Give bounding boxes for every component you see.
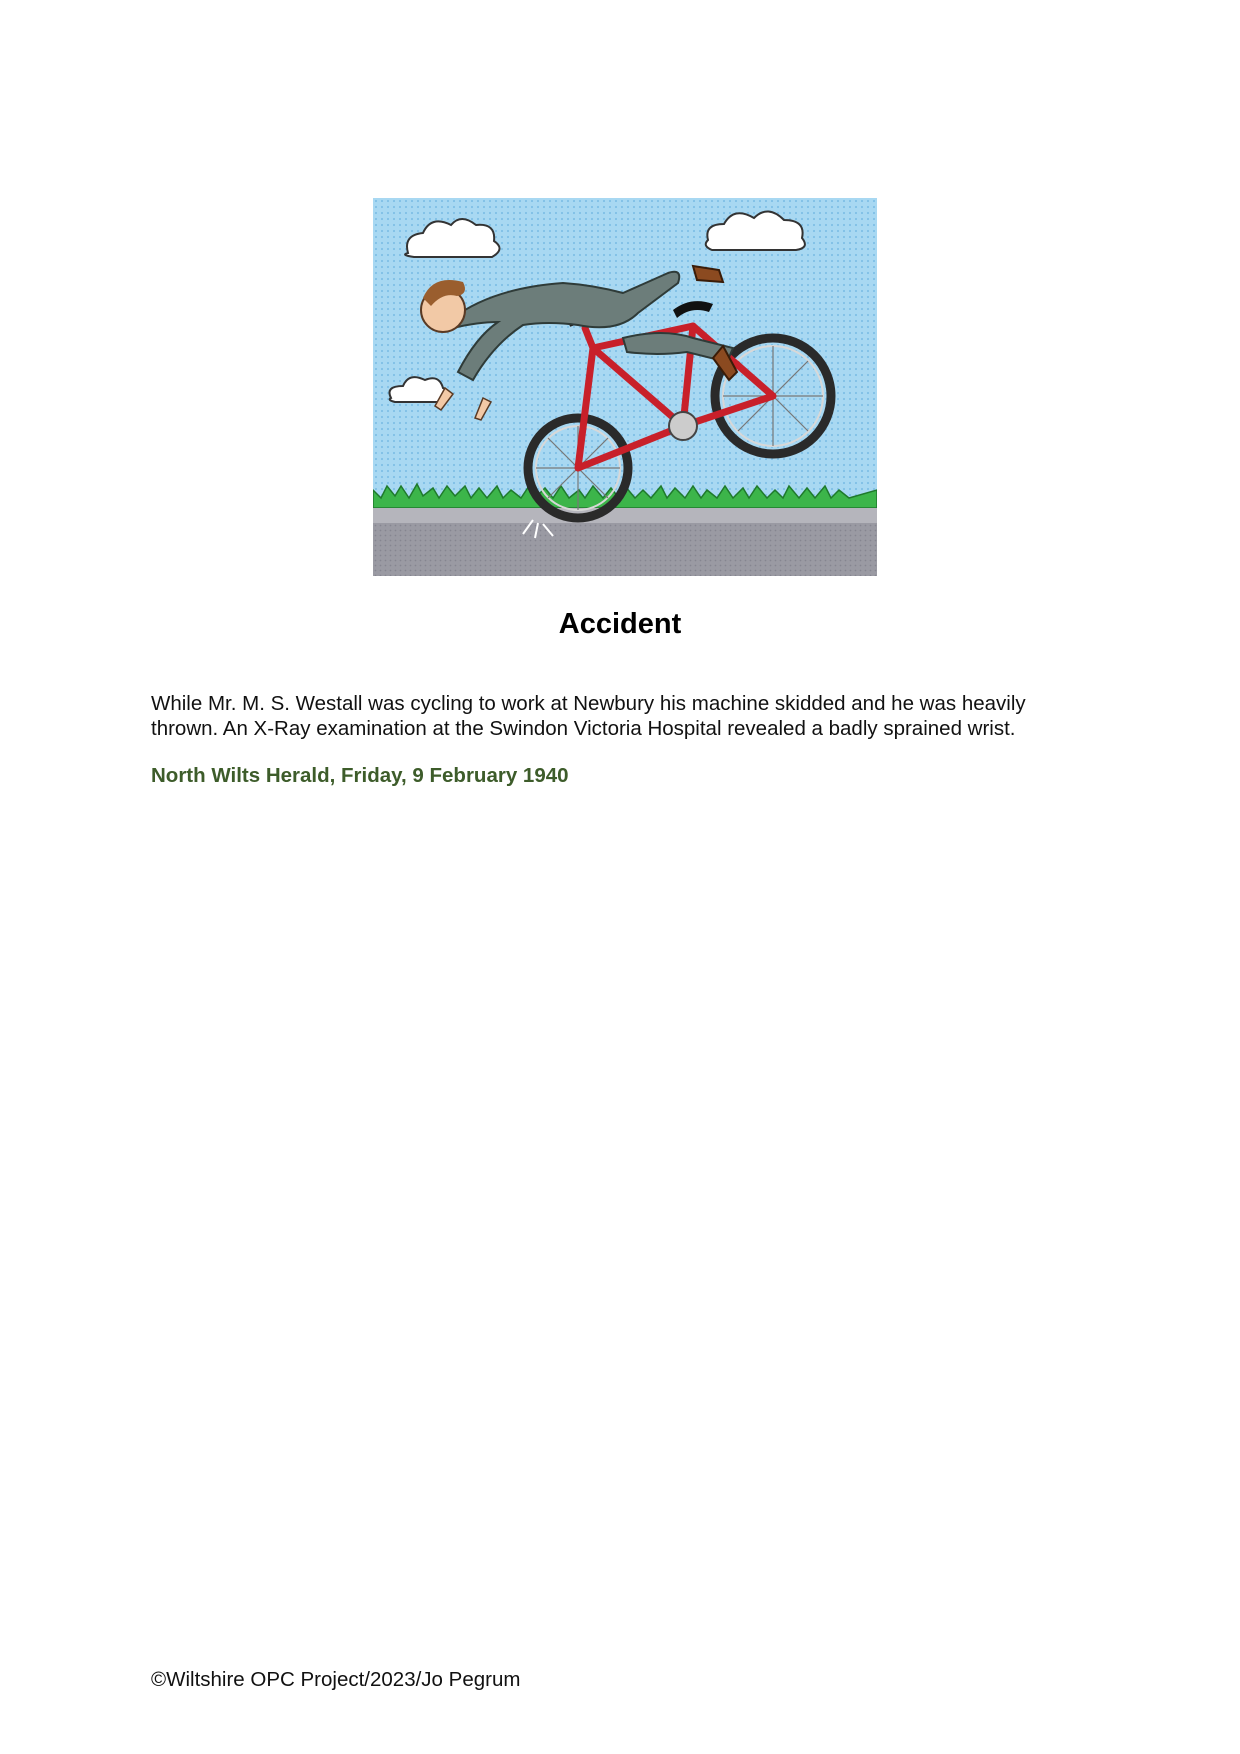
cyclist-falling-illustration xyxy=(373,198,877,576)
article-title: Accident xyxy=(558,608,682,640)
article-body: While Mr. M. S. Westall was cycling to work at Newbury his machine skidded and he was heavily thrown. An X-Ray examination at the Swindon Victoria Hospital revealed a badly sprained wrist. xyxy=(151,692,1026,740)
article-source: North Wilts Herald, Friday, 9 February 1940 xyxy=(151,764,569,787)
footer-copyright: ©Wiltshire OPC Project/2023/Jo Pegrum xyxy=(151,1668,521,1691)
